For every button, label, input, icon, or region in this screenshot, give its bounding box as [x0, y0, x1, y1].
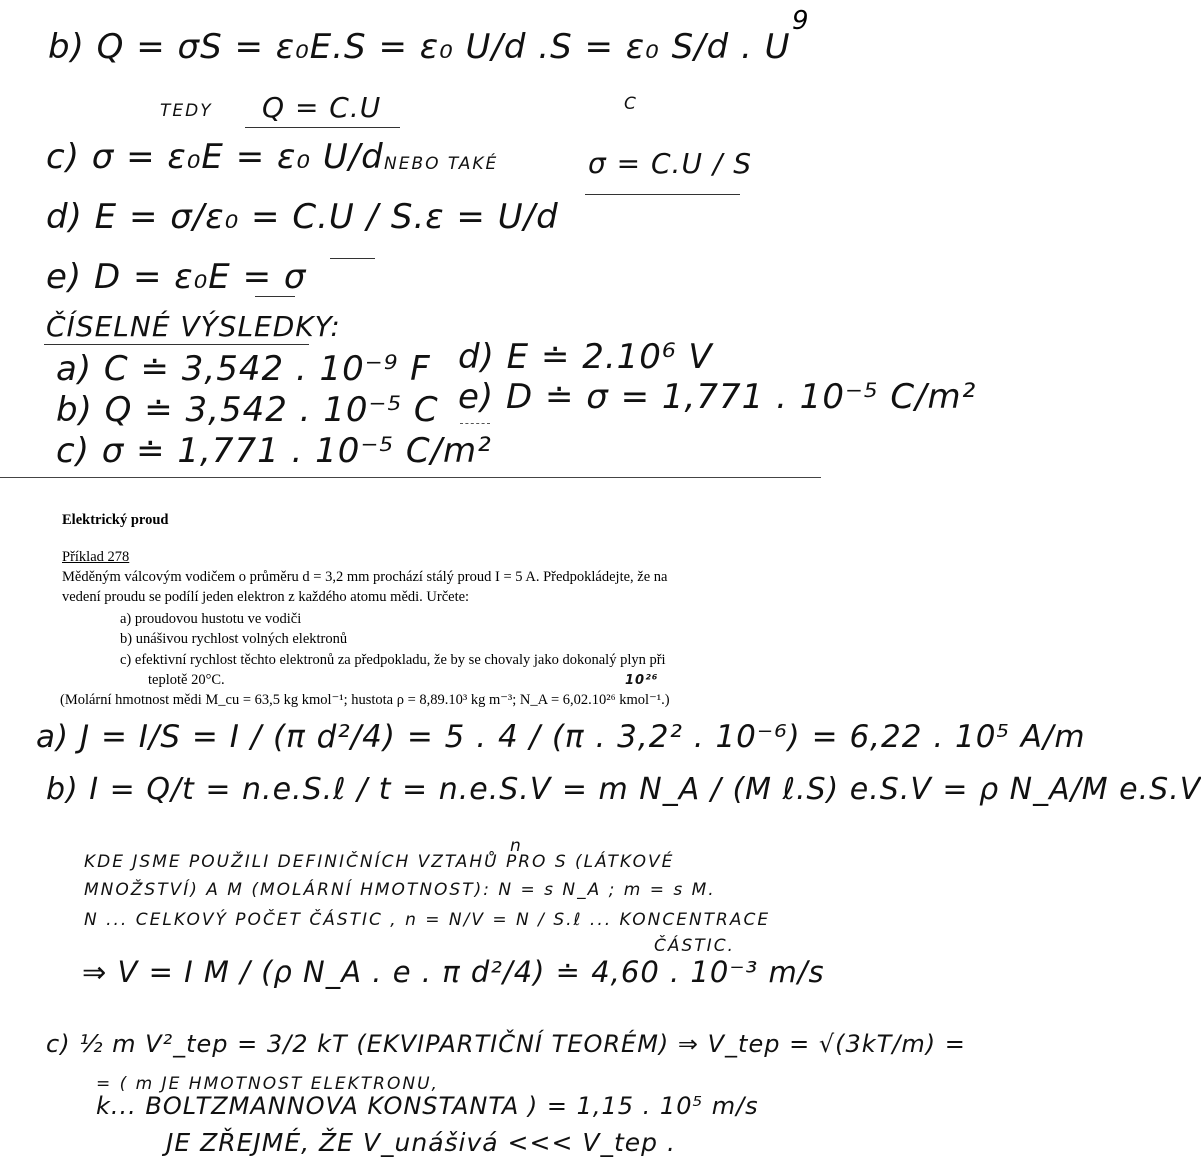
section-title: Elektrický proud: [62, 512, 169, 528]
hw-nebo-formula: σ = C.U / S: [588, 147, 752, 180]
hw-solution-c-line-3: k... BOLTZMANNOVA KONSTANTA ) = 1,15 . 10⁵ m/s: [96, 1092, 759, 1120]
nebo-underline: [585, 194, 740, 195]
hw-d-equation: d) E = σ/ε₀ = C.U / S.ε = U/d: [46, 197, 559, 237]
hw-kde-line-3: N ... CELKOVÝ POČET ČÁSTIC , n = N/V = N / S.ℓ ... KONCENTRACE: [84, 910, 771, 930]
hw-results-heading: ČÍSELNÉ VÝSLEDKY:: [46, 310, 341, 343]
hw-kde-line-1: KDE JSME POUŽILI DEFINIČNÍCH VZTAHŮ PRO S (LÁTKOVÉ: [84, 852, 675, 872]
hw-result-e: e) D ≐ σ = 1,771 . 10⁻⁵ C/m²: [458, 377, 977, 417]
e-underline: [255, 296, 295, 297]
result-e-dash: [460, 423, 490, 424]
problem-text-line-1: Měděným válcovým vodičem o průměru d = 3,2 mm prochází stálý proud I = 5 A. Předpokládejte, že na: [62, 569, 668, 585]
hw-result-b: b) Q ≐ 3,542 . 10⁻⁵ C: [56, 390, 439, 430]
hw-solution-b: b) I = Q/t = n.e.S.ℓ / t = n.e.S.V = m N_A / (M ℓ.S) e.S.V = ρ N_A/M e.S.V: [46, 772, 1201, 807]
task-item-c-continued: teplotě 20°C.: [148, 672, 225, 688]
hw-b-equation: b) Q = σS = ε₀E.S = ε₀ U/d .S = ε₀ S/d . U: [48, 27, 791, 67]
example-title: Příklad 278: [62, 549, 130, 565]
task-item-c: c) efektivní rychlost těchto elektronů za předpokladu, že by se chovaly jako dokonalý plyn při: [120, 652, 666, 668]
molar-mass-note: (Molární hmotnost mědi M_cu = 63,5 kg kmol⁻¹; hustota ρ = 8,89.10³ kg m⁻³; N_A = 6,02.10²⁶ kmol⁻¹.): [60, 692, 670, 708]
hw-c-equation: c) σ = ε₀E = ε₀ U/d: [46, 137, 384, 177]
task-item-a: a) proudovou hustotu ve vodiči: [120, 611, 302, 627]
hw-nebo-label: NEBO TAKÉ: [384, 154, 499, 174]
hw-result-c: c) σ ≐ 1,771 . 10⁻⁵ C/m²: [56, 431, 492, 471]
page-number: 9: [792, 6, 809, 36]
hw-kde-line-2: MNOŽSTVÍ) A M (MOLÁRNÍ HMOTNOST): N = s N_A ; m = s M.: [84, 880, 716, 900]
problem-text-line-2: vedení proudu se podílí jeden elektron z každého atomu mědi. Určete:: [62, 589, 470, 605]
hw-solution-a: a) J = I/S = I / (π d²/4) = 5 . 4 / (π . 3,2² . 10⁻⁶) = 6,22 . 10⁵ A/m: [36, 719, 1086, 755]
task-item-b: b) unášivou rychlost volných elektronů: [120, 631, 348, 647]
hw-tedy-formula: Q = C.U: [262, 91, 382, 124]
hw-kde-line-4: ČÁSTIC.: [654, 936, 735, 956]
hw-solution-b-n: n: [510, 836, 523, 856]
hw-solution-c: c) ½ m V²_tep = 3/2 kT (EKVIPARTIČNÍ TEORÉM) ⇒ V_tep = √(3kT/m) =: [46, 1030, 966, 1058]
results-heading-underline: [44, 344, 309, 345]
hw-e-equation: e) D = ε₀E = σ: [46, 257, 307, 297]
hw-result-d: d) E ≐ 2.10⁶ V: [458, 337, 713, 377]
hw-result-a: a) C ≐ 3,542 . 10⁻⁹ F: [56, 349, 431, 389]
tedy-underline: [245, 127, 400, 128]
hw-solution-c-line-2: = ( m JE HMOTNOST ELEKTRONU,: [96, 1074, 439, 1094]
hw-final-conclusion: JE ZŘEJMÉ, ŽE V_unášivá <<< V_tep .: [166, 1128, 676, 1157]
hw-velocity-result: ⇒ V = I M / (ρ N_A . e . π d²/4) ≐ 4,60 . 10⁻³ m/s: [82, 955, 825, 989]
hw-tedy-label: TEDY: [160, 101, 213, 121]
handwritten-correction: 10²⁶: [625, 673, 659, 688]
hw-b-c-note: C: [624, 94, 638, 114]
section-separator: [0, 477, 821, 478]
d-underline: [330, 258, 375, 259]
